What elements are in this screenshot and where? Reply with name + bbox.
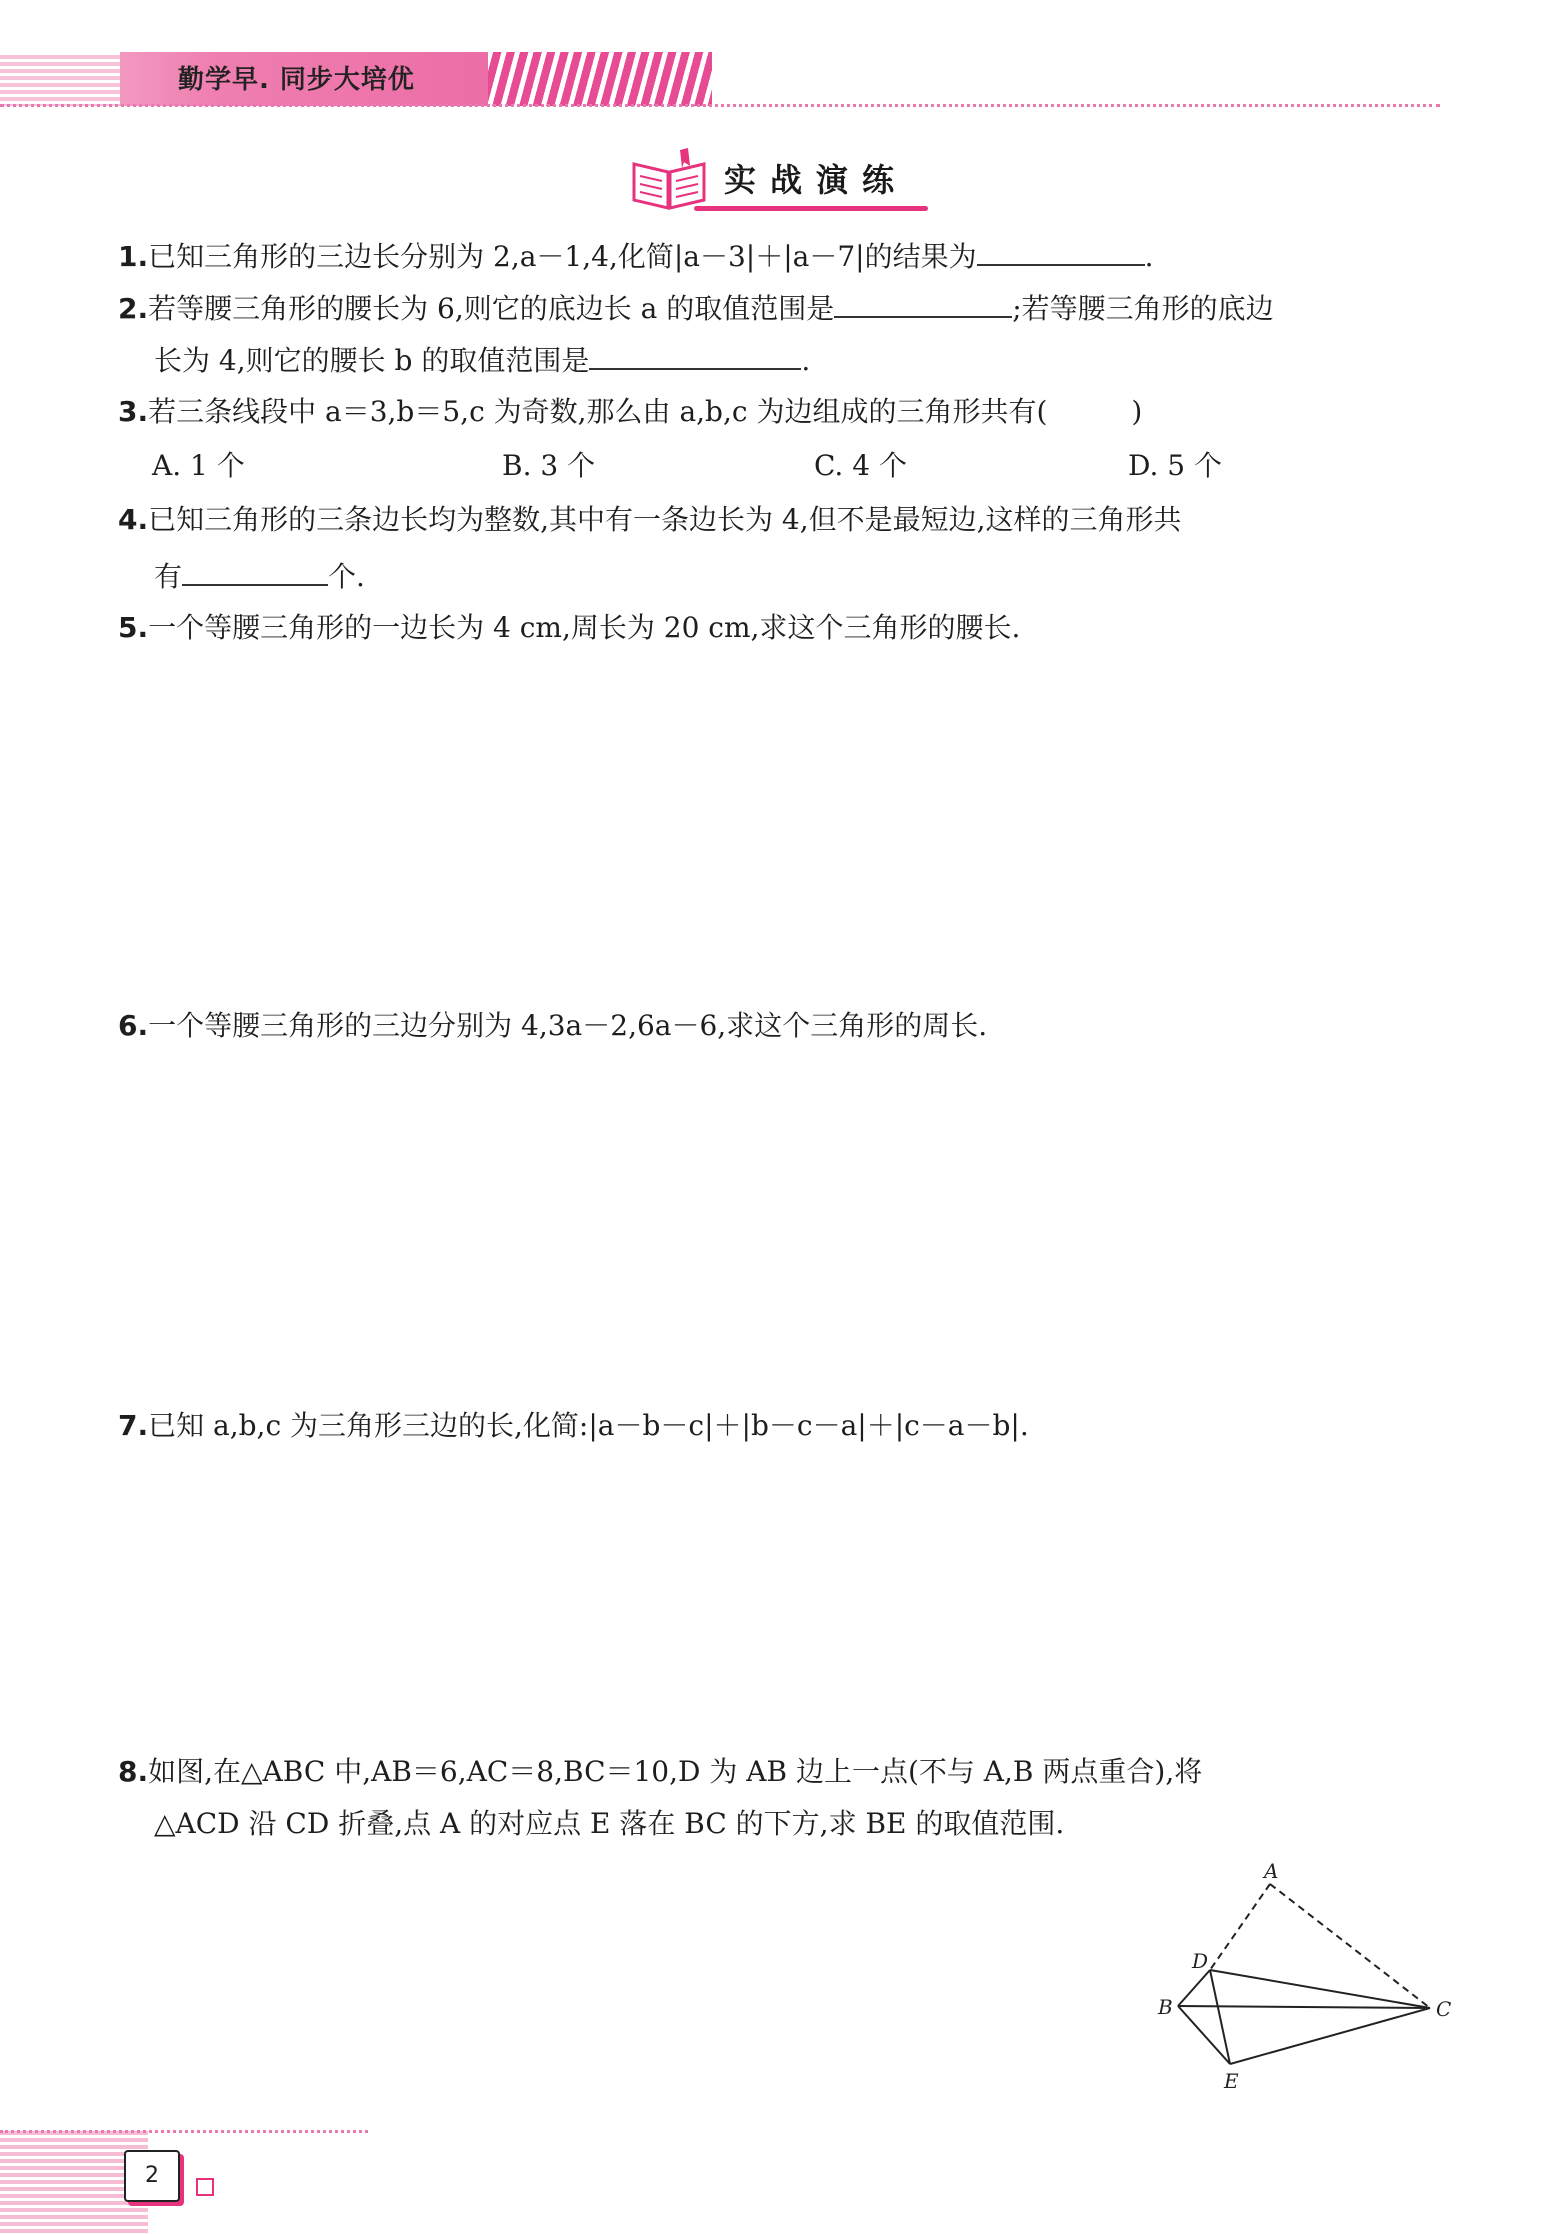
edge-db xyxy=(1178,1970,1210,2006)
question-3 xyxy=(118,392,1142,432)
question-number: 8. xyxy=(118,1755,149,1788)
question-text: ;若等腰三角形的底边 xyxy=(1012,292,1274,325)
question-text-end: 个. xyxy=(328,560,365,593)
question-text: 已知 a,b,c 为三角形三边的长,化简:|a－b－c|＋|b－c－a|＋|c－a－b|. xyxy=(148,1409,1029,1442)
header-stripes-right xyxy=(488,52,712,106)
question-text: 一个等腰三角形的一边长为 4 cm,周长为 20 cm,求这个三角形的腰长. xyxy=(148,611,1021,644)
question-6 xyxy=(118,1006,987,1046)
answer-blank[interactable] xyxy=(977,234,1145,266)
question-2-line-1 xyxy=(118,286,1274,326)
question-text: 已知三角形的三边长分别为 2,a－1,4,化简|a－3|＋|a－7|的结果为 xyxy=(148,240,977,273)
section-underline xyxy=(694,206,928,211)
question-1 xyxy=(118,234,1154,274)
edge-ac xyxy=(1270,1884,1430,2008)
option-b[interactable]: B. 3 个 xyxy=(502,449,596,482)
option-c[interactable]: C. 4 个 xyxy=(814,449,907,482)
section-title: 实战演练 xyxy=(724,161,909,199)
footer-square-mark xyxy=(196,2178,214,2196)
label-d: D xyxy=(1192,1949,1209,1973)
triangle-figure xyxy=(1150,1862,1460,2092)
question-text: 有 xyxy=(154,560,183,593)
question-number: 5. xyxy=(118,611,149,644)
question-number: 3. xyxy=(118,395,149,428)
question-text-end: . xyxy=(1144,240,1154,273)
open-book-icon xyxy=(628,146,710,212)
header-divider xyxy=(0,104,1440,107)
question-number: 4. xyxy=(118,503,149,536)
question-text: 一个等腰三角形的三边分别为 4,3a－2,6a－6,求这个三角形的周长. xyxy=(148,1009,988,1042)
question-number: 1. xyxy=(118,240,149,273)
option-a[interactable]: A. 1 个 xyxy=(152,449,245,482)
answer-blank[interactable] xyxy=(834,286,1012,318)
question-8-line-2 xyxy=(154,1804,1064,1844)
label-a: A xyxy=(1264,1862,1279,1883)
question-text: 长为 4,则它的腰长 b 的取值范围是 xyxy=(154,344,590,377)
page-number: 2 xyxy=(124,2150,180,2202)
question-2-line-2 xyxy=(154,338,810,378)
edge-ad xyxy=(1210,1884,1270,1970)
footer-divider xyxy=(0,2130,368,2133)
question-4-line-1 xyxy=(118,500,1182,540)
label-e: E xyxy=(1224,2069,1239,2092)
option-d[interactable]: D. 5 个 xyxy=(1128,449,1222,482)
question-number: 6. xyxy=(118,1009,149,1042)
question-7 xyxy=(118,1406,1029,1446)
edge-de xyxy=(1210,1970,1230,2064)
question-8-line-1 xyxy=(118,1752,1202,1792)
book-title: 勤学早. 同步大培优 xyxy=(178,65,415,95)
question-text: 若三条线段中 a＝3,b＝5,c 为奇数,那么由 a,b,c 为边组成的三角形共有( ) xyxy=(148,395,1143,428)
edge-be xyxy=(1178,2006,1230,2064)
question-5 xyxy=(118,608,1020,648)
question-text: 已知三角形的三条边长均为整数,其中有一条边长为 4,但不是最短边,这样的三角形共 xyxy=(148,503,1182,536)
question-number: 7. xyxy=(118,1409,149,1442)
question-text: 若等腰三角形的腰长为 6,则它的底边长 a 的取值范围是 xyxy=(148,292,835,325)
edge-ec xyxy=(1230,2008,1430,2064)
header-stripes-left xyxy=(0,52,120,106)
label-c: C xyxy=(1436,1997,1452,2021)
question-number: 2. xyxy=(118,292,149,325)
question-text: △ACD 沿 CD 折叠,点 A 的对应点 E 落在 BC 的下方,求 BE 的取值范围. xyxy=(154,1807,1065,1840)
question-4-line-2 xyxy=(154,554,365,594)
edge-dc xyxy=(1210,1970,1430,2008)
question-text-end: . xyxy=(801,344,811,377)
answer-blank[interactable] xyxy=(589,338,801,370)
edge-bc xyxy=(1178,2006,1430,2008)
answer-blank[interactable] xyxy=(182,554,328,586)
label-b: B xyxy=(1158,1995,1173,2019)
question-text: 如图,在△ABC 中,AB＝6,AC＝8,BC＝10,D 为 AB 边上一点(不与 A,B 两点重合),将 xyxy=(148,1755,1203,1788)
